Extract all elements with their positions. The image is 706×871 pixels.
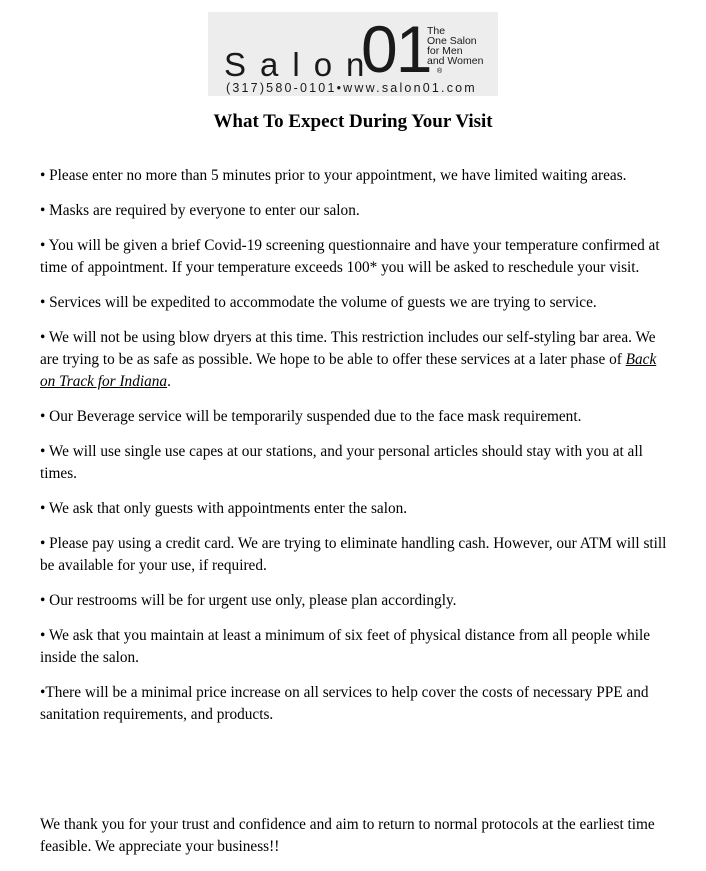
guideline-item: • Our restrooms will be for urgent use only, please plan accordingly. — [40, 592, 457, 609]
guideline-item: • We ask that only guests with appointments enter the salon. — [40, 500, 408, 517]
page-title: What To Expect During Your Visit — [213, 111, 493, 132]
guidelines-list — [40, 165, 668, 739]
guideline-text-end: . — [167, 373, 171, 390]
guideline-item: • Please enter no more than 5 minutes prior to your appointment, we have limited waiting areas. — [40, 167, 627, 184]
logo-tagline-line: for Men — [427, 45, 463, 57]
logo-wordmark: Salon — [224, 46, 379, 83]
guideline-item: • You will be given a brief Covid-19 screening questionnaire and have your temperature confirmed at time of appointment. If your temperature exceeds 100* you will be asked to reschedule your visit. — [40, 237, 660, 276]
guideline-item: • Please pay using a credit card. We are trying to eliminate handling cash. However, our ATM will still be available for your use, if required. — [40, 535, 667, 574]
logo-tagline — [427, 26, 497, 66]
logo-tagline-line: The — [427, 25, 446, 37]
guideline-item — [40, 327, 668, 393]
guideline-item: • We will use single use capes at our stations, and your personal articles should stay with you at all times. — [40, 443, 643, 482]
logo-contact-line: (317)580-0101•www.salon01.com — [226, 81, 477, 95]
guideline-item: • Masks are required by everyone to enter our salon. — [40, 202, 360, 219]
logo-tagline-line: One Salon — [427, 35, 477, 47]
guideline-item: • Services will be expedited to accommodate the volume of guests we are trying to service. — [40, 294, 597, 311]
guideline-item: •There will be a minimal price increase on all services to help cover the costs of necessary PPE and sanitation requirements, and products. — [40, 684, 649, 723]
program-reference: Back on Track for Indiana — [40, 351, 657, 390]
registered-mark: ® — [437, 68, 443, 75]
logo-number: 01 — [361, 12, 431, 86]
guideline-item: • We ask that you maintain at least a minimum of six feet of physical distance from all people while inside the salon. — [40, 627, 651, 666]
guideline-item: • Our Beverage service will be temporarily suspended due to the face mask requirement. — [40, 408, 582, 425]
salon-logo — [208, 12, 498, 96]
logo-tagline-line: and Women — [427, 55, 484, 67]
closing-message: We thank you for your trust and confidence and aim to return to normal protocols at the earliest time feasible. We appreciate your business!! — [40, 816, 655, 855]
guideline-text: • We will not be using blow dryers at this time. This restriction includes our self-styling bar area. We are trying to be as safe as possible. We hope to be able to offer these services at a later phase of — [40, 329, 656, 368]
